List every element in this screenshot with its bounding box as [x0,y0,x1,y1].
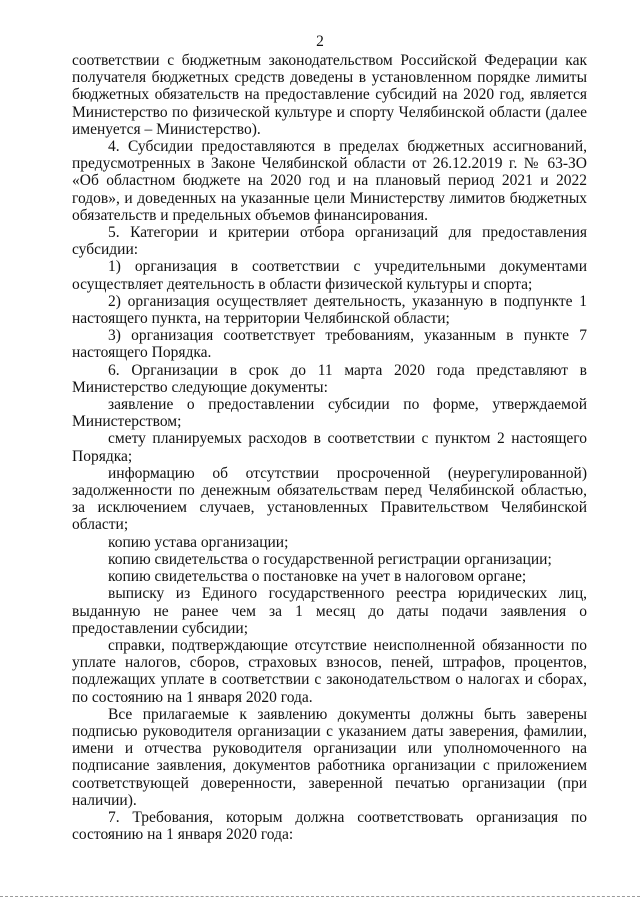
paragraph-doc-tax-registration: копию свидетельства о постановке на учет в налоговом органе; [108,568,527,586]
scan-bottom-edge [0,896,640,897]
paragraph-doc-debt-info: информацию об отсутствии просроченной (неурегулированной) задолженности по денежным обязательствам перед Челябинской областью, за исключением случаев, установленных Правительством Челябинской области; [72,464,587,534]
paragraph-item-6: 6. Организации в срок до 11 марта 2020 года представляют в Министерство следующие документы: [72,361,587,396]
document-body [72,52,587,843]
paragraph-criterion-3: 3) организация соответствует требованиям, указанным в пункте 7 настоящего Порядка. [72,327,587,362]
paragraph-certification: Все прилагаемые к заявлению документы должны быть заверены подписью руководителя организации с указанием даты заверения, фамилии, имени и отчества руководителя организации или уполномоченного на подписание заявления, документов работника организации с приложением соответствующей доверенности, заверенной печатью организации (при наличии). [72,705,587,809]
paragraph-doc-registry-extract: выписку из Единого государственного реестра юридических лиц, выданную не ранее чем за 1 месяц до даты подачи заявления о предоставлении субсидии; [72,585,587,637]
paragraph-criterion-2: 2) организация осуществляет деятельность, указанную в подпункте 1 настоящего пункта, на территории Челябинской области; [72,292,587,328]
paragraph-continuation: соответствии с бюджетным законодательством Российской Федерации как получателя бюджетных средств доведены в установленном порядке лимиты бюджетных обязательств на предоставление субсидий на 2020 год, является Министерство по физической культуре и спорту Челябинской области (далее именуется – Министерство). [72,52,587,138]
paragraph-item-4: 4. Субсидии предоставляются в пределах бюджетных ассигнований, предусмотренных в Законе Челябинской области от 26.12.2019 г. № 63-ЗО «Об областном бюджете на 2020 год и на плановый период 2021 и 2022 годов», и доведенных на указанные цели Министерству лимитов бюджетных обязательств и предельных объемов финансирования. [72,138,587,224]
paragraph-criterion-1: 1) организация в соответствии с учредительными документами осуществляет деятельность в области физической культуры и спорта; [72,258,587,293]
paragraph-item-5: 5. Категории и критерии отбора организаций для предоставления субсидии: [72,224,587,259]
paragraph-doc-tax-certificates: справки, подтверждающие отсутствие неисполненной обязанности по уплате налогов, сборов, страховых взносов, пеней, штрафов, процентов, подлежащих уплате в соответствии с законодательством о налогах и сборах, по состоянию на 1 января 2020 года. [72,636,587,706]
paragraph-doc-registration: копию свидетельства о государственной регистрации организации; [108,550,552,568]
paragraph-doc-estimate: смету планируемых расходов в соответствии с пунктом 2 настоящего Порядка; [72,430,587,465]
page-number: 2 [316,33,324,50]
paragraph-item-7: 7. Требования, которым должна соответствовать организация по состоянию на 1 января 2020 года: [72,808,587,844]
paragraph-doc-application: заявление о предоставлении субсидии по форме, утверждаемой Министерством; [72,396,587,431]
paragraph-doc-charter: копию устава организации; [108,533,289,551]
